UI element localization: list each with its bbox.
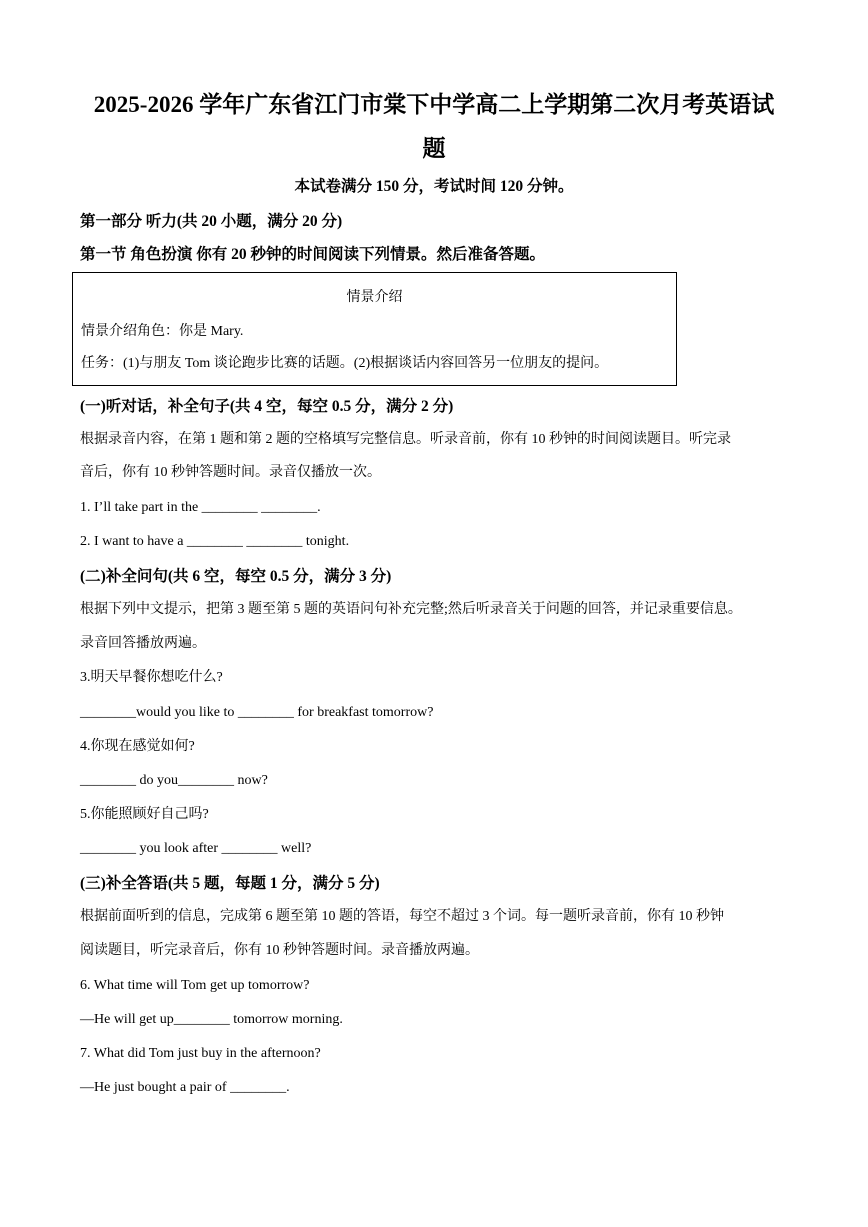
sub1-heading: (一)听对话，补全句子(共 4 空，每空 0.5 分，满分 2 分) <box>80 398 454 415</box>
sub3-instruction-line-1: 根据前面听到的信息，完成第 6 题至第 10 题的答语，每空不超过 3 个词。每一题听录音前，你有 10 秒钟 <box>80 909 724 924</box>
question-1: 1. I’ll take part in the ________ ________. <box>80 500 321 515</box>
sub2-instruction-line-2: 录音回答播放两遍。 <box>80 636 206 651</box>
question-3-chinese: 3.明天早餐你想吃什么? <box>80 670 223 685</box>
question-6: 6. What time will Tom get up tomorrow? <box>80 978 310 993</box>
question-5-english: ________ you look after ________ well? <box>80 841 312 856</box>
question-4-english: ________ do you________ now? <box>80 773 268 788</box>
section1-heading: 第一节 角色扮演 你有 20 秒钟的时间阅读下列情景。然后准备答题。 <box>80 246 546 263</box>
exam-subtitle: 本试卷满分 150 分，考试时间 120 分钟。 <box>294 178 574 195</box>
question-2: 2. I want to have a ________ ________ tonight. <box>80 534 350 549</box>
scenario-task: 任务：(1)与朋友 Tom 谈论跑步比赛的话题。(2)根据谈话内容回答另一位朋友的提问。 <box>81 356 609 371</box>
question-5-chinese: 5.你能照顾好自己吗? <box>80 807 209 822</box>
scenario-box-title: 情景介绍 <box>346 290 403 305</box>
question-4-chinese: 4.你现在感觉如何? <box>80 739 195 754</box>
scenario-role: 情景介绍角色：你是 Mary. <box>81 324 244 339</box>
exam-title-line-2: 题 <box>422 136 446 161</box>
exam-title-line-1: 2025-2026 学年广东省江门市棠下中学高二上学期第二次月考英语试 <box>93 92 775 117</box>
part1-heading: 第一部分 听力(共 20 小题，满分 20 分) <box>80 213 343 230</box>
sub2-heading: (二)补全问句(共 6 空，每空 0.5 分，满分 3 分) <box>80 568 392 585</box>
question-3-english: ________would you like to ________ for breakfast tomorrow? <box>80 705 434 720</box>
sub3-heading: (三)补全答语(共 5 题，每题 1 分，满分 5 分) <box>80 875 380 892</box>
sub1-instruction-line-2: 音后，你有 10 秒钟答题时间。录音仅播放一次。 <box>80 465 381 480</box>
sub2-instruction-line-1: 根据下列中文提示，把第 3 题至第 5 题的英语问句补充完整;然后听录音关于问题的回答，并记录重要信息。 <box>80 602 742 617</box>
sub3-instruction-line-2: 阅读题目，听完录音后，你有 10 秒钟答题时间。录音播放两遍。 <box>80 943 479 958</box>
answer-6: —He will get up________ tomorrow morning. <box>80 1012 343 1027</box>
scenario-box <box>72 272 677 386</box>
sub1-instruction-line-1: 根据录音内容，在第 1 题和第 2 题的空格填写完整信息。听录音前，你有 10 秒钟的时间阅读题目。听完录 <box>80 432 731 447</box>
answer-7: —He just bought a pair of ________. <box>80 1080 290 1095</box>
question-7: 7. What did Tom just buy in the afternoon? <box>80 1046 321 1061</box>
